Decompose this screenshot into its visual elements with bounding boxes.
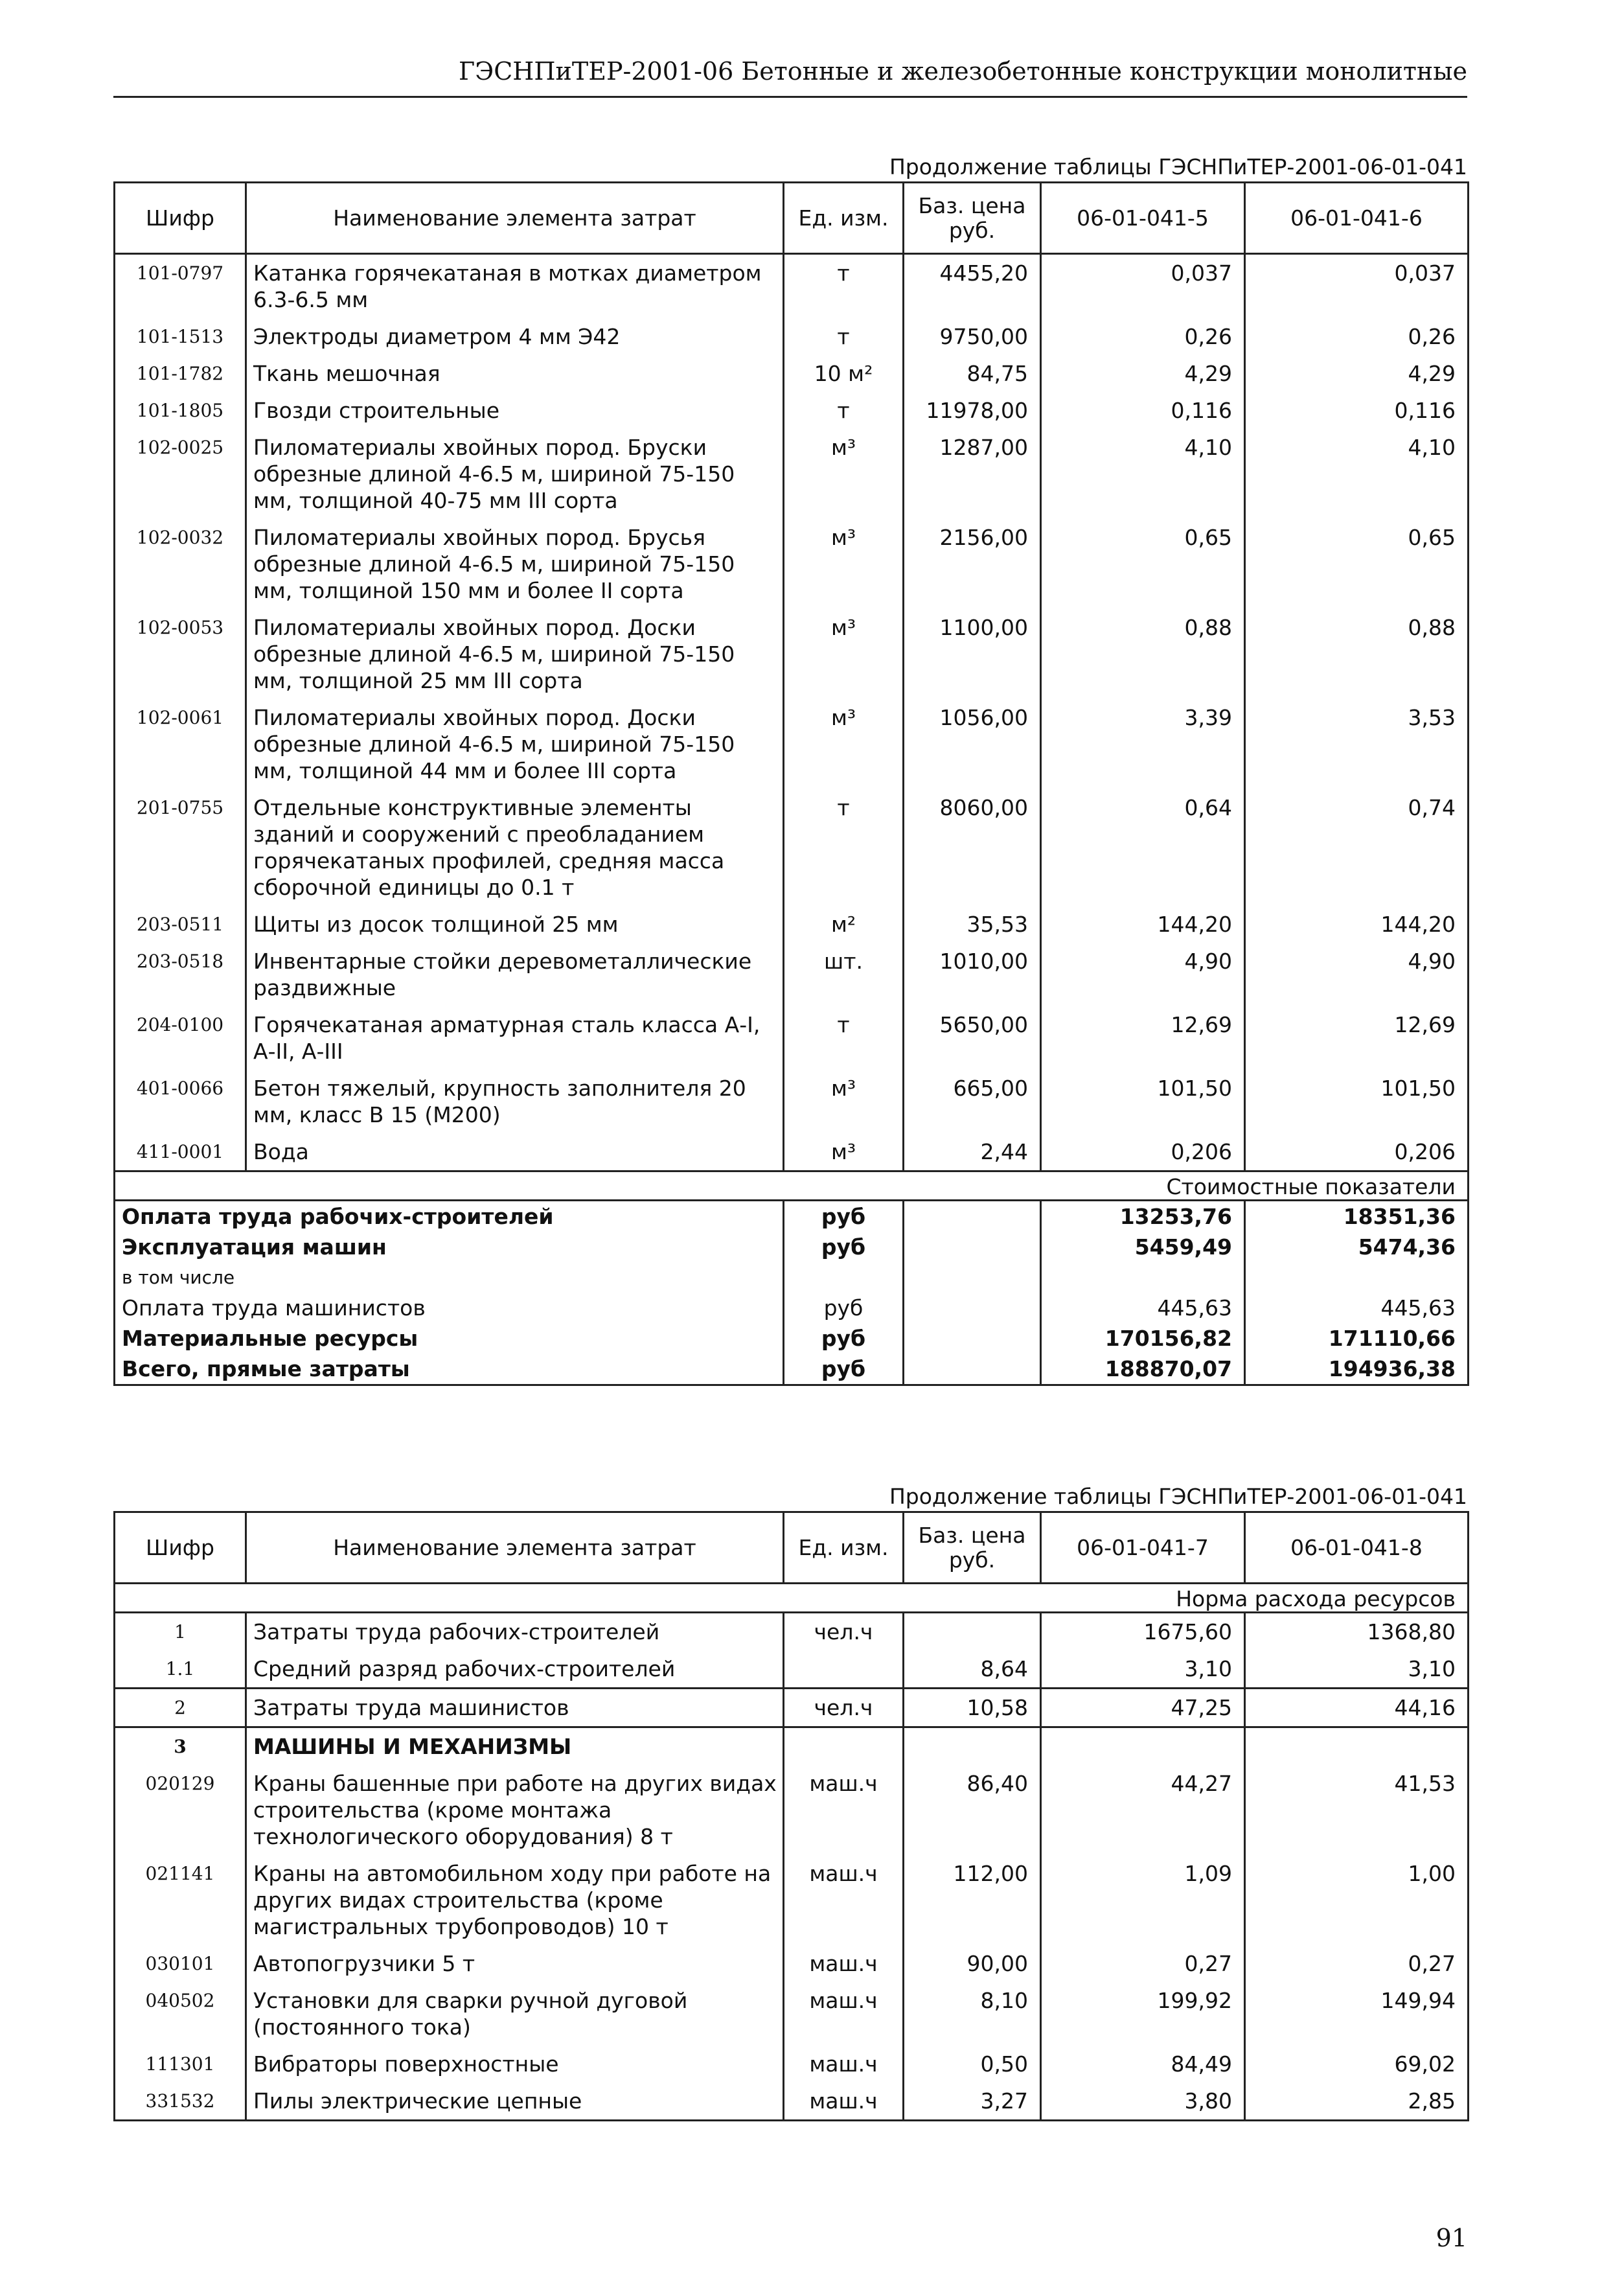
table-row xyxy=(115,2082,1469,2121)
cell-price: 2156,00 xyxy=(904,519,1041,609)
table1-summary xyxy=(115,1201,1469,1385)
summary-unit: руб xyxy=(784,1201,904,1232)
cell-value-b: 3,10 xyxy=(1245,1650,1469,1689)
cell-value-b: 0,88 xyxy=(1245,609,1469,699)
cell-value-a: 47,25 xyxy=(1041,1689,1245,1727)
cell-price: 1287,00 xyxy=(904,429,1041,519)
cell-code: 411-0001 xyxy=(115,1133,246,1171)
cell-unit: т xyxy=(784,254,904,319)
cell-price: 11978,00 xyxy=(904,392,1041,429)
table-row xyxy=(115,1650,1469,1689)
cell-unit: м³ xyxy=(784,1133,904,1171)
summary-unit: руб xyxy=(784,1293,904,1323)
cell-price xyxy=(904,1613,1041,1651)
page-number: 91 xyxy=(1435,2224,1467,2252)
cell-value-a: 1,09 xyxy=(1041,1855,1245,1945)
table2-caption: Продолжение таблицы ГЭСНПиТЕР-2001-06-01-041 xyxy=(889,1484,1467,1509)
summary-label: Всего, прямые затраты xyxy=(115,1354,784,1385)
cell-name: Затраты труда машинистов xyxy=(246,1689,784,1727)
cell-code: 201-0755 xyxy=(115,789,246,906)
cell-value-b: 149,94 xyxy=(1245,1982,1469,2046)
cell-unit: т xyxy=(784,789,904,906)
cell-unit: т xyxy=(784,1006,904,1070)
cell-name: МАШИНЫ И МЕХАНИЗМЫ xyxy=(246,1727,784,1766)
cell-unit: м³ xyxy=(784,1070,904,1133)
cell-code: 102-0061 xyxy=(115,699,246,789)
table1-resources xyxy=(113,181,1469,1386)
col-header-a: 06-01-041-7 xyxy=(1041,1512,1245,1584)
cell-name: Бетон тяжелый, крупность заполнителя 20 мм, класс В 15 (М200) xyxy=(246,1070,784,1133)
cell-value-b: 12,69 xyxy=(1245,1006,1469,1070)
summary-unit: руб xyxy=(784,1232,904,1262)
cell-value-b xyxy=(1245,1727,1469,1766)
table-row xyxy=(115,906,1469,943)
summary-label: Материальные ресурсы xyxy=(115,1323,784,1354)
cell-value-a: 0,88 xyxy=(1041,609,1245,699)
col-header-price: Баз. цена руб. xyxy=(904,183,1041,254)
cell-code: 102-0053 xyxy=(115,609,246,699)
cell-price: 1100,00 xyxy=(904,609,1041,699)
cell-unit: чел.ч xyxy=(784,1689,904,1727)
col-header-name: Наименование элемента затрат xyxy=(246,183,784,254)
cell-price: 4455,20 xyxy=(904,254,1041,319)
empty-cell xyxy=(904,1262,1041,1293)
cell-unit: м³ xyxy=(784,519,904,609)
cell-code: 3 xyxy=(115,1727,246,1766)
cell-price: 3,27 xyxy=(904,2082,1041,2121)
header-rule xyxy=(113,96,1467,98)
cell-name: Инвентарные стойки деревометаллические раздвижные xyxy=(246,943,784,1006)
cell-unit: маш.ч xyxy=(784,1945,904,1982)
cell-code: 101-1805 xyxy=(115,392,246,429)
table-row xyxy=(115,1070,1469,1133)
cell-name: Электроды диаметром 4 мм Э42 xyxy=(246,318,784,355)
cell-unit: маш.ч xyxy=(784,1765,904,1855)
summary-value-a: 5459,49 xyxy=(1041,1232,1245,1262)
summary-unit: руб xyxy=(784,1323,904,1354)
cell-value-a: 4,10 xyxy=(1041,429,1245,519)
cell-value-b: 101,50 xyxy=(1245,1070,1469,1133)
cell-value-b: 0,74 xyxy=(1245,789,1469,906)
cell-value-a: 3,39 xyxy=(1041,699,1245,789)
cell-name: Катанка горячекатаная в мотках диаметром 6.3-6.5 мм xyxy=(246,254,784,319)
cell-value-b: 4,90 xyxy=(1245,943,1469,1006)
summary-row xyxy=(115,1262,1469,1293)
summary-label: в том числе xyxy=(115,1262,784,1293)
summary-value-a: 170156,82 xyxy=(1041,1323,1245,1354)
cell-price: 84,75 xyxy=(904,355,1041,392)
cell-value-a: 1675,60 xyxy=(1041,1613,1245,1651)
cell-value-a: 0,26 xyxy=(1041,318,1245,355)
cell-unit: маш.ч xyxy=(784,1982,904,2046)
table1-caption: Продолжение таблицы ГЭСНПиТЕР-2001-06-01-041 xyxy=(889,154,1467,179)
cell-code: 101-1782 xyxy=(115,355,246,392)
table-row xyxy=(115,392,1469,429)
summary-value-b: 445,63 xyxy=(1245,1293,1469,1323)
cell-price: 112,00 xyxy=(904,1855,1041,1945)
cell-price xyxy=(904,1727,1041,1766)
cell-value-a: 0,116 xyxy=(1041,392,1245,429)
cell-value-b: 0,26 xyxy=(1245,318,1469,355)
table-row xyxy=(115,1613,1469,1651)
table-row xyxy=(115,699,1469,789)
summary-value-a xyxy=(1041,1262,1245,1293)
cell-unit: маш.ч xyxy=(784,1855,904,1945)
summary-value-b xyxy=(1245,1262,1469,1293)
cell-code: 331532 xyxy=(115,2082,246,2121)
cell-value-a: 0,27 xyxy=(1041,1945,1245,1982)
summary-row xyxy=(115,1201,1469,1232)
cell-code: 102-0032 xyxy=(115,519,246,609)
summary-unit xyxy=(784,1262,904,1293)
cell-price: 8,64 xyxy=(904,1650,1041,1689)
table-row xyxy=(115,943,1469,1006)
table-row xyxy=(115,355,1469,392)
cell-unit: м³ xyxy=(784,609,904,699)
table1-section-title: Стоимостные показатели xyxy=(115,1171,1469,1201)
cell-unit: 10 м² xyxy=(784,355,904,392)
cell-code: 2 xyxy=(115,1689,246,1727)
cell-price: 665,00 xyxy=(904,1070,1041,1133)
cell-price: 86,40 xyxy=(904,1765,1041,1855)
summary-label: Оплата труда рабочих-строителей xyxy=(115,1201,784,1232)
table2-body xyxy=(115,1613,1469,2121)
cell-code: 111301 xyxy=(115,2046,246,2082)
summary-value-a: 13253,76 xyxy=(1041,1201,1245,1232)
col-header-name: Наименование элемента затрат xyxy=(246,1512,784,1584)
table-row xyxy=(115,1945,1469,1982)
table2-machines xyxy=(113,1511,1469,2121)
cell-unit: шт. xyxy=(784,943,904,1006)
cell-value-a: 12,69 xyxy=(1041,1006,1245,1070)
table-row xyxy=(115,1689,1469,1727)
running-head: ГЭСНПиТЕР-2001-06 Бетонные и железобетонные конструкции монолитные xyxy=(458,57,1467,86)
cell-price: 9750,00 xyxy=(904,318,1041,355)
cell-code: 203-0511 xyxy=(115,906,246,943)
cell-unit: м³ xyxy=(784,699,904,789)
table-row xyxy=(115,1006,1469,1070)
cell-value-b: 0,206 xyxy=(1245,1133,1469,1171)
cell-value-b: 0,27 xyxy=(1245,1945,1469,1982)
summary-row xyxy=(115,1354,1469,1385)
cell-unit xyxy=(784,1727,904,1766)
summary-value-a: 188870,07 xyxy=(1041,1354,1245,1385)
empty-cell xyxy=(904,1354,1041,1385)
col-header-a: 06-01-041-5 xyxy=(1041,183,1245,254)
cell-value-b: 2,85 xyxy=(1245,2082,1469,2121)
cell-name: Щиты из досок толщиной 25 мм xyxy=(246,906,784,943)
cell-code: 101-0797 xyxy=(115,254,246,319)
cell-code: 101-1513 xyxy=(115,318,246,355)
summary-value-b: 5474,36 xyxy=(1245,1232,1469,1262)
cell-code: 401-0066 xyxy=(115,1070,246,1133)
empty-cell xyxy=(904,1293,1041,1323)
table-row xyxy=(115,318,1469,355)
cell-name: Пилы электрические цепные xyxy=(246,2082,784,2121)
col-header-b: 06-01-041-6 xyxy=(1245,183,1469,254)
table-row xyxy=(115,2046,1469,2082)
table-row xyxy=(115,1855,1469,1945)
empty-cell xyxy=(904,1323,1041,1354)
summary-value-a: 445,63 xyxy=(1041,1293,1245,1323)
cell-name: Затраты труда рабочих-строителей xyxy=(246,1613,784,1651)
table-row xyxy=(115,609,1469,699)
cell-value-a: 3,10 xyxy=(1041,1650,1245,1689)
cell-code: 021141 xyxy=(115,1855,246,1945)
table1-body xyxy=(115,254,1469,1171)
cell-code: 204-0100 xyxy=(115,1006,246,1070)
cell-value-b: 1368,80 xyxy=(1245,1613,1469,1651)
summary-row xyxy=(115,1232,1469,1262)
cell-value-a: 199,92 xyxy=(1041,1982,1245,2046)
cell-value-a: 4,90 xyxy=(1041,943,1245,1006)
table-row xyxy=(115,1133,1469,1171)
cell-value-b: 0,037 xyxy=(1245,254,1469,319)
col-header-price: Баз. цена руб. xyxy=(904,1512,1041,1584)
cell-value-a: 0,037 xyxy=(1041,254,1245,319)
cell-value-a: 0,206 xyxy=(1041,1133,1245,1171)
cell-name: Гвозди строительные xyxy=(246,392,784,429)
cell-name: Краны башенные при работе на других видах строительства (кроме монтажа технологического оборудования) 8 т xyxy=(246,1765,784,1855)
cell-code: 102-0025 xyxy=(115,429,246,519)
summary-value-b: 171110,66 xyxy=(1245,1323,1469,1354)
cell-name: Пиломатериалы хвойных пород. Брусья обрезные длиной 4-6.5 м, шириной 75-150 мм, толщиной 150 мм и более II сорта xyxy=(246,519,784,609)
col-header-unit: Ед. изм. xyxy=(784,183,904,254)
cell-value-a: 3,80 xyxy=(1041,2082,1245,2121)
cell-price: 1056,00 xyxy=(904,699,1041,789)
cell-unit: м² xyxy=(784,906,904,943)
cell-price: 1010,00 xyxy=(904,943,1041,1006)
table-row xyxy=(115,254,1469,319)
cell-value-b: 69,02 xyxy=(1245,2046,1469,2082)
cell-price: 2,44 xyxy=(904,1133,1041,1171)
col-header-unit: Ед. изм. xyxy=(784,1512,904,1584)
table-row xyxy=(115,1765,1469,1855)
cell-unit: м³ xyxy=(784,429,904,519)
summary-row xyxy=(115,1323,1469,1354)
cell-code: 040502 xyxy=(115,1982,246,2046)
cell-value-a: 0,64 xyxy=(1041,789,1245,906)
cell-value-b: 1,00 xyxy=(1245,1855,1469,1945)
table-row xyxy=(115,789,1469,906)
summary-label: Эксплуатация машин xyxy=(115,1232,784,1262)
cell-unit: т xyxy=(784,318,904,355)
cell-price: 8,10 xyxy=(904,1982,1041,2046)
cell-value-b: 3,53 xyxy=(1245,699,1469,789)
empty-cell xyxy=(904,1232,1041,1262)
cell-value-a: 101,50 xyxy=(1041,1070,1245,1133)
cell-price: 8060,00 xyxy=(904,789,1041,906)
col-header-b: 06-01-041-8 xyxy=(1245,1512,1469,1584)
cell-name: Вибраторы поверхностные xyxy=(246,2046,784,2082)
cell-name: Установки для сварки ручной дуговой (постоянного тока) xyxy=(246,1982,784,2046)
cell-name: Пиломатериалы хвойных пород. Доски обрезные длиной 4-6.5 м, шириной 75-150 мм, толщиной 44 мм и более III сорта xyxy=(246,699,784,789)
col-header-code: Шифр xyxy=(115,1512,246,1584)
cell-value-a: 84,49 xyxy=(1041,2046,1245,2082)
cell-value-b: 41,53 xyxy=(1245,1765,1469,1855)
cell-price: 35,53 xyxy=(904,906,1041,943)
cell-code: 1.1 xyxy=(115,1650,246,1689)
summary-value-b: 18351,36 xyxy=(1245,1201,1469,1232)
cell-price: 90,00 xyxy=(904,1945,1041,1982)
cell-code: 203-0518 xyxy=(115,943,246,1006)
cell-name: Горячекатаная арматурная сталь класса А-I, А-II, А-III xyxy=(246,1006,784,1070)
cell-value-a xyxy=(1041,1727,1245,1766)
col-header-code: Шифр xyxy=(115,183,246,254)
cell-code: 030101 xyxy=(115,1945,246,1982)
cell-unit xyxy=(784,1650,904,1689)
cell-unit: чел.ч xyxy=(784,1613,904,1651)
cell-value-b: 0,65 xyxy=(1245,519,1469,609)
cell-value-b: 144,20 xyxy=(1245,906,1469,943)
cell-value-a: 0,65 xyxy=(1041,519,1245,609)
table-row xyxy=(115,1727,1469,1766)
summary-value-b: 194936,38 xyxy=(1245,1354,1469,1385)
cell-value-b: 44,16 xyxy=(1245,1689,1469,1727)
cell-price: 10,58 xyxy=(904,1689,1041,1727)
table-row xyxy=(115,429,1469,519)
cell-value-b: 4,10 xyxy=(1245,429,1469,519)
cell-value-a: 144,20 xyxy=(1041,906,1245,943)
summary-label: Оплата труда машинистов xyxy=(115,1293,784,1323)
cell-name: Средний разряд рабочих-строителей xyxy=(246,1650,784,1689)
summary-row xyxy=(115,1293,1469,1323)
cell-name: Пиломатериалы хвойных пород. Бруски обрезные длиной 4-6.5 м, шириной 75-150 мм, толщиной 40-75 мм III сорта xyxy=(246,429,784,519)
cell-unit: маш.ч xyxy=(784,2082,904,2121)
table-row xyxy=(115,1982,1469,2046)
cell-price: 5650,00 xyxy=(904,1006,1041,1070)
cell-name: Вода xyxy=(246,1133,784,1171)
cell-name: Пиломатериалы хвойных пород. Доски обрезные длиной 4-6.5 м, шириной 75-150 мм, толщиной 25 мм III сорта xyxy=(246,609,784,699)
table-row xyxy=(115,519,1469,609)
cell-value-a: 44,27 xyxy=(1041,1765,1245,1855)
summary-unit: руб xyxy=(784,1354,904,1385)
cell-value-b: 0,116 xyxy=(1245,392,1469,429)
cell-name: Отдельные конструктивные элементы зданий и сооружений с преобладанием горячекатаных профилей, средняя масса сборочной единицы до 0.1 т xyxy=(246,789,784,906)
cell-name: Ткань мешочная xyxy=(246,355,784,392)
cell-value-a: 4,29 xyxy=(1041,355,1245,392)
cell-value-b: 4,29 xyxy=(1245,355,1469,392)
cell-code: 020129 xyxy=(115,1765,246,1855)
cell-price: 0,50 xyxy=(904,2046,1041,2082)
table2-section-title: Норма расхода ресурсов xyxy=(115,1584,1469,1613)
cell-unit: т xyxy=(784,392,904,429)
empty-cell xyxy=(904,1201,1041,1232)
cell-unit: маш.ч xyxy=(784,2046,904,2082)
cell-code: 1 xyxy=(115,1613,246,1651)
cell-name: Краны на автомобильном ходу при работе на других видах строительства (кроме магистральных трубопроводов) 10 т xyxy=(246,1855,784,1945)
cell-name: Автопогрузчики 5 т xyxy=(246,1945,784,1982)
